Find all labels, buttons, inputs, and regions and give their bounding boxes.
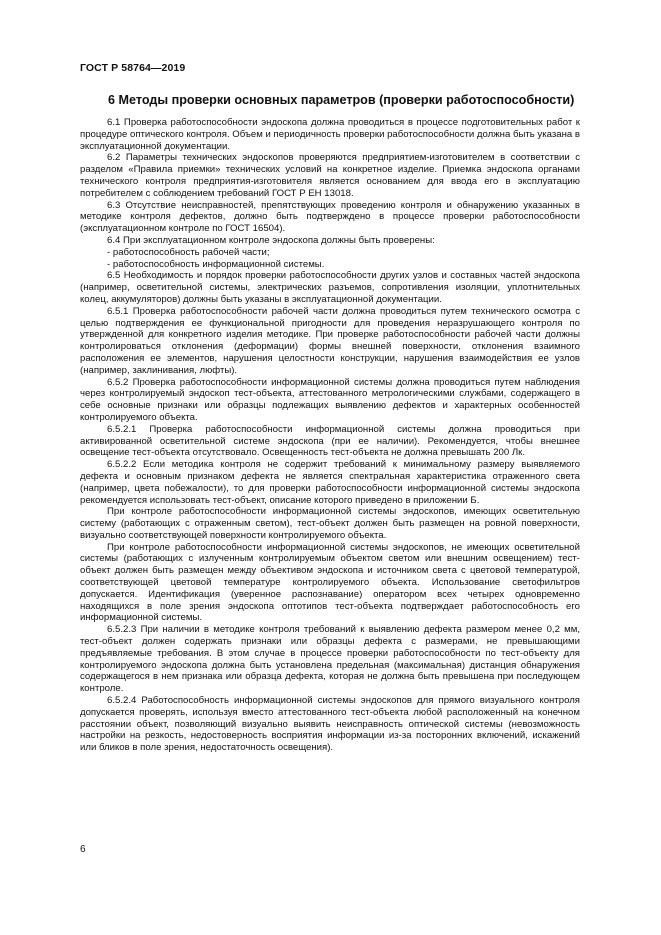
paragraph-6-5-2-2: 6.5.2.2 Если методика контроля не содержит требований к минимальному размеру выявляемого дефекта и основным признаком дефекта не является спектральная характеристика отраженного света (например, цвета побежалости), то для проверки работоспособности информационной системы эндоскопа рекомендуется использовать тест-объект, описание которого приведено в приложении Б. (80, 459, 580, 506)
paragraph-reflected-light: При контроле работоспособности информационной системы эндоскопов, имеющих осветительную систему (работающих с отраженным светом), тест-объект должен быть размещен на ровной поверхности, визуально соответствующей поверхности контролируемого объекта. (80, 506, 580, 541)
paragraph-6-5: 6.5 Необходимость и порядок проверки работоспособности других узлов и составных частей эндоскопа (например, осветительной системы, электрических разъемов, сопротивления изоляции, уплотнительных колец, аккумуляторов) должны быть указаны в эксплуатационной документации. (80, 270, 580, 305)
paragraph-6-5-2-3: 6.5.2.3 При наличии в методике контроля требований к выявлению дефекта размером менее 0,2 мм, тест-объект должен содержать признаки или образцы дефекта с размерами, не превышающими предъявляемые требования. В этом случае в процессе проверки работоспособности по тест-объекту для контролируемого эндоскопа должна быть установлена предельная (максимальная) дистанция обнаружения содержащегося в нем признака или образца дефекта, которая не должна быть превышена при последующем контроле. (80, 624, 580, 695)
paragraph-6-5-2-4: 6.5.2.4 Работоспособность информационной системы эндоскопов для прямого визуального контроля допускается проверять, используя вместо аттестованного тест-объекта любой расположенный на конечном расстоянии объект, позволяющий визуально выявить неисправность оптической системы (невозможность настройки на резкость, недостоверность восприятия информации из-за посторонних включений, искажений или бликов в поле зрения, недостаточность освещения). (80, 695, 580, 754)
paragraph-6-5-1: 6.5.1 Проверка работоспособности рабочей части должна проводиться путем технического осмотра с целью подтверждения ее функциональной пригодности для проведения неразрушающего контроля по утвержденной для конкретного изделия методике. При проверке работоспособности рабочей части должны контролироваться отклонения (деформации) формы внешней поверхности, отклонения взаимного расположения ее элементов, нарушения целостности конструкции, нарушения взаимодействия ее узлов (например, заклинивания, люфты). (80, 305, 580, 376)
paragraph-6-5-2: 6.5.2 Проверка работоспособности информационной системы должна проводиться путем наблюдения через контролируемый эндоскоп тест-объекта, аттестованного метрологическими службами, содержащего в себе основные признаки или образцы подлежащих выявлению дефектов и характерных особенностей контролируемого объекта. (80, 376, 580, 423)
document-standard-id: ГОСТ Р 58764—2019 (80, 62, 186, 74)
list-item-information-system: - работоспособность информационной системы. (107, 258, 325, 270)
paragraph-6-1: 6.1 Проверка работоспособности эндоскопа должна проводиться в процессе подготовительных работ к процедуре оптического контроля. Объем и периодичность проверки работоспособности должна быть указана в эксплуатационной документации. (80, 117, 580, 152)
paragraph-6-4: 6.4 При эксплуатационном контроле эндоскопа должны быть проверены: (107, 234, 435, 246)
section-heading: 6 Методы проверки основных параметров (проверки работоспособности) (108, 93, 575, 107)
paragraph-6-3: 6.3 Отсутствие неисправностей, препятствующих проведению контроля и обнаружению указанных в методике контроля дефектов, должно быть подтверждено в процессе проверки работоспособности (эксплуатационном контроле по ГОСТ 16504). (80, 199, 580, 235)
paragraph-6-5-2-1: 6.5.2.1 Проверка работоспособности информационной системы должна проводиться при активированной осветительной системе эндоскопа (при ее наличии). Рекомендуется, чтобы внешнее освещение тест-объекта отсутствовало. Освещенность тест-объекта не должна превышать 200 Лк. (80, 423, 580, 459)
paragraph-6-2: 6.2 Параметры технических эндоскопов проверяются предприятием-изготовителем в соответствии с разделом «Правила приемки» технических условий на конкретное изделие. Приемка эндоскопа органами технического контроля предприятия-изготовителя является основанием для ввода его в эксплуатацию потребителем с соблюдением требований ГОСТ Р ЕН 13018. (80, 152, 580, 199)
page-number: 6 (80, 844, 86, 855)
list-item-working-part: - работоспособность рабочей части; (107, 246, 270, 258)
paragraph-no-illumination: При контроле работоспособности информационной системы эндоскопов, не имеющих осветительной системы (работающих с излученным контролируемым объектом светом или внешним освещением) тест-объект должен быть размещен между объективом эндоскопа и источником света с цветовой температурой, соответствующей цветовой температуре контролируемого объекта. Использование светофильтров допускается. Идентификация (уверенное распознавание) оператором всех четырех одновременно находящихся в поле зрения эндоскопа оптотипов тест-объекта подтверждает работоспособность его информационной системы. (80, 541, 580, 624)
section-body (80, 117, 580, 754)
